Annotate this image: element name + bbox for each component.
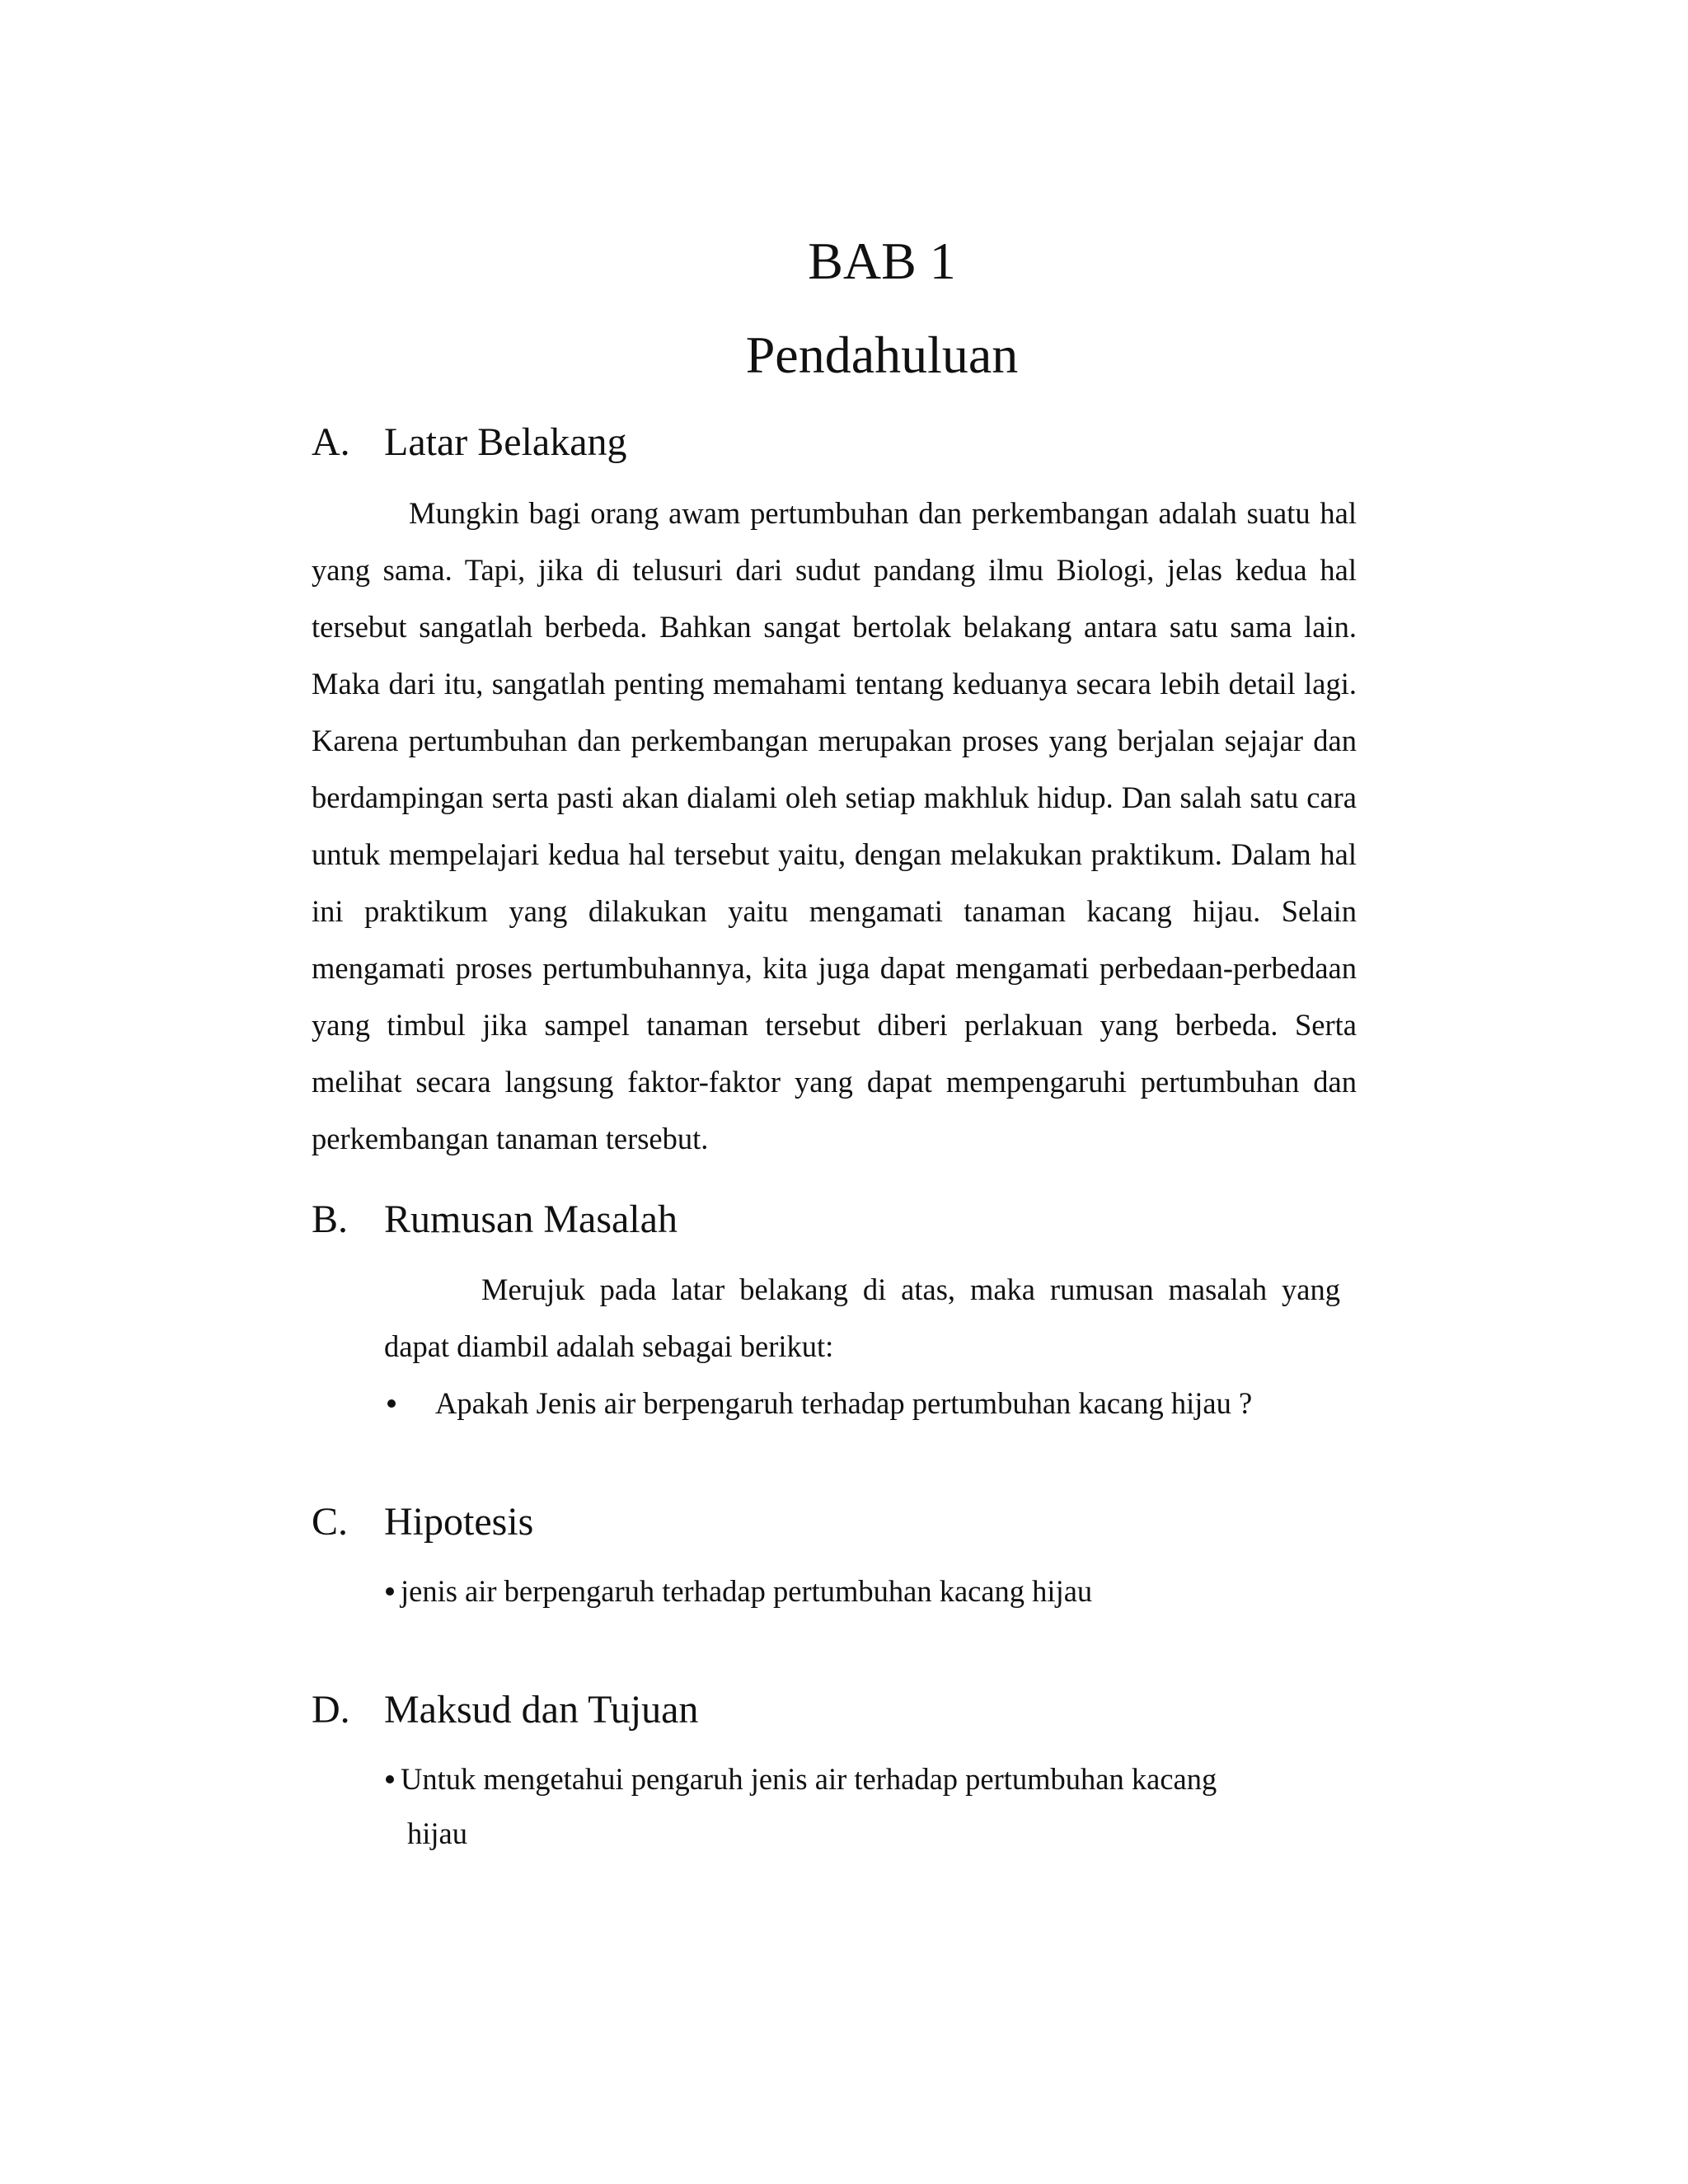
section-c-bullet-item bbox=[386, 1564, 1092, 1619]
section-b-letter: B. bbox=[312, 1197, 349, 1241]
section-d-title: Maksud dan Tujuan bbox=[384, 1688, 699, 1732]
chapter-number: BAB 1 bbox=[808, 232, 956, 290]
chapter-title: Pendahuluan bbox=[745, 326, 1019, 384]
section-d-bullet-text-line2: hijau bbox=[407, 1816, 467, 1850]
section-d-letter: D. bbox=[312, 1688, 350, 1732]
bullet-icon bbox=[387, 1399, 396, 1408]
section-b-bullet-text: Apakah Jenis air berpengaruh terhadap pertumbuhan kacang hijau ? bbox=[435, 1386, 1253, 1420]
section-a-letter: A. bbox=[312, 420, 350, 464]
bullet-icon bbox=[386, 1587, 394, 1596]
section-d-heading bbox=[312, 1681, 698, 1739]
section-d-bullet-continuation bbox=[407, 1807, 467, 1861]
section-c-letter: C. bbox=[312, 1500, 349, 1544]
section-b-title: Rumusan Masalah bbox=[384, 1197, 678, 1241]
section-c-title: Hipotesis bbox=[384, 1500, 534, 1544]
section-b-paragraph: Merujuk pada latar belakang di atas, maka rumusan masalah yang dapat diambil adalah sebagai berikut: bbox=[384, 1272, 1340, 1363]
section-c-heading bbox=[312, 1493, 533, 1551]
bullet-icon bbox=[386, 1775, 394, 1783]
section-b-bullet-item bbox=[387, 1376, 1252, 1431]
section-c-bullet-text: jenis air berpengaruh terhadap pertumbuhan kacang hijau bbox=[401, 1574, 1093, 1608]
section-d-bullet-text-line1: Untuk mengetahui pengaruh jenis air terhadap pertumbuhan kacang bbox=[401, 1762, 1217, 1796]
section-a-paragraph: Mungkin bagi orang awam pertumbuhan dan perkembangan adalah suatu hal yang sama. Tapi, jika di telusuri dari sudut pandang ilmu Biologi, jelas kedua hal tersebut sangatlah berbeda. Bahkan sangat bertolak belakang antara satu sama lain. Maka dari itu, sangatlah penting memahami tentang keduanya secara lebih detail lagi. Karena pertumbuhan dan perkembangan merupakan proses yang berjalan sejajar dan berdampingan serta pasti akan dialami oleh setiap makhluk hidup. Dan salah satu cara untuk mempelajari kedua hal tersebut yaitu, dengan melakukan praktikum. Dalam hal ini praktikum yang dilakukan yaitu mengamati tanaman kacang hijau. Selain mengamati proses pertumbuhannya, kita juga dapat mengamati perbedaan-perbedaan yang timbul jika sampel tanaman tersebut diberi perlakuan yang berbeda. Serta melihat secara langsung faktor-faktor yang dapat mempengaruhi pertumbuhan dan perkembangan tanaman tersebut. bbox=[312, 496, 1357, 1155]
section-d-bullet-item bbox=[386, 1752, 1217, 1807]
section-a-heading bbox=[312, 414, 627, 471]
section-b-heading bbox=[312, 1191, 678, 1249]
section-a-title: Latar Belakang bbox=[384, 420, 627, 464]
